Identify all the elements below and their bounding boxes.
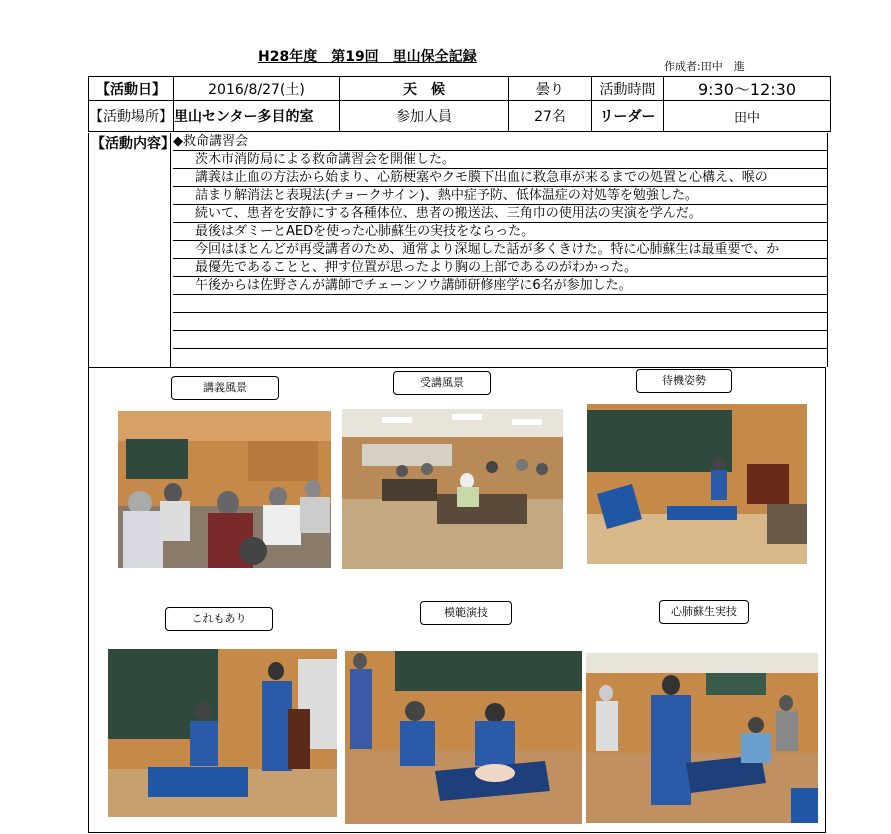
- caption-attendees: 受講風景: [393, 371, 491, 395]
- place-value: 里山センター多目的室: [174, 101, 340, 132]
- content-line: [173, 331, 827, 349]
- caption-also-this: これもあり: [165, 607, 273, 631]
- content-line: ◆救命講習会: [173, 133, 827, 151]
- leader-value: 田中: [664, 101, 831, 132]
- document-title: H28年度 第19回 里山保全記録: [258, 49, 477, 65]
- caption-demo: 模範演技: [420, 601, 512, 625]
- content-line: 茨木市消防局による救命講習会を開催した。: [173, 151, 827, 169]
- caption-cpr: 心肺蘇生実技: [659, 600, 749, 624]
- time-value: 9:30～12:30: [664, 77, 831, 101]
- content-line: 午後からは佐野さんが講師でチェーンソウ講師研修座学に6名が参加した。: [173, 277, 827, 295]
- content-label: 【活動内容】: [89, 133, 171, 367]
- leader-label: リーダー: [592, 101, 664, 132]
- content-line: [173, 295, 827, 313]
- photo-also-this: [108, 649, 337, 817]
- content-line: 詰まり解消法と表現法(チョークサイン)、熱中症予防、低体温症の対処等を勉強した。: [173, 187, 827, 205]
- author: 作成者:田中 進: [664, 60, 745, 73]
- activity-content: [88, 133, 828, 367]
- caption-standby: 待機姿勢: [636, 369, 732, 393]
- date-value: 2016/8/27(土): [174, 77, 340, 101]
- header-table: [88, 76, 831, 132]
- content-line: 今回はほとんどが再受講者のため、通常より深堀した話が多くきけた。特に心肺蘇生は最重要で、か: [173, 241, 827, 259]
- photo-cpr: [586, 653, 818, 823]
- photo-standby: [587, 404, 807, 564]
- weather-label: 天 候: [340, 77, 509, 101]
- content-line: 最優先であることと、押す位置が思ったより胸の上部であるのがわかった。: [173, 259, 827, 277]
- photo-lecture: [118, 411, 331, 568]
- date-label: 【活動日】: [89, 77, 174, 101]
- photo-section: [88, 367, 826, 833]
- content-line: 最後はダミーとAEDを使った心肺蘇生の実技をならった。: [173, 223, 827, 241]
- photo-attendees: [342, 409, 563, 569]
- content-line: [173, 313, 827, 331]
- caption-lecture: 講義風景: [171, 376, 279, 400]
- content-line: 続いて、患者を安静にする各種体位、患者の搬送法、三角巾の使用法の実演を学んだ。: [173, 205, 827, 223]
- content-line: 講義は止血の方法から始まり、心筋梗塞やクモ膜下出血に救急車が来るまでの処置と心構え、喉の: [173, 169, 827, 187]
- participants-value: 27名: [509, 101, 592, 132]
- place-label: 【活動場所】: [89, 101, 174, 132]
- time-label: 活動時間: [592, 77, 664, 101]
- weather-value: 曇り: [509, 77, 592, 101]
- photo-demo: [345, 651, 582, 824]
- participants-label: 参加人員: [340, 101, 509, 132]
